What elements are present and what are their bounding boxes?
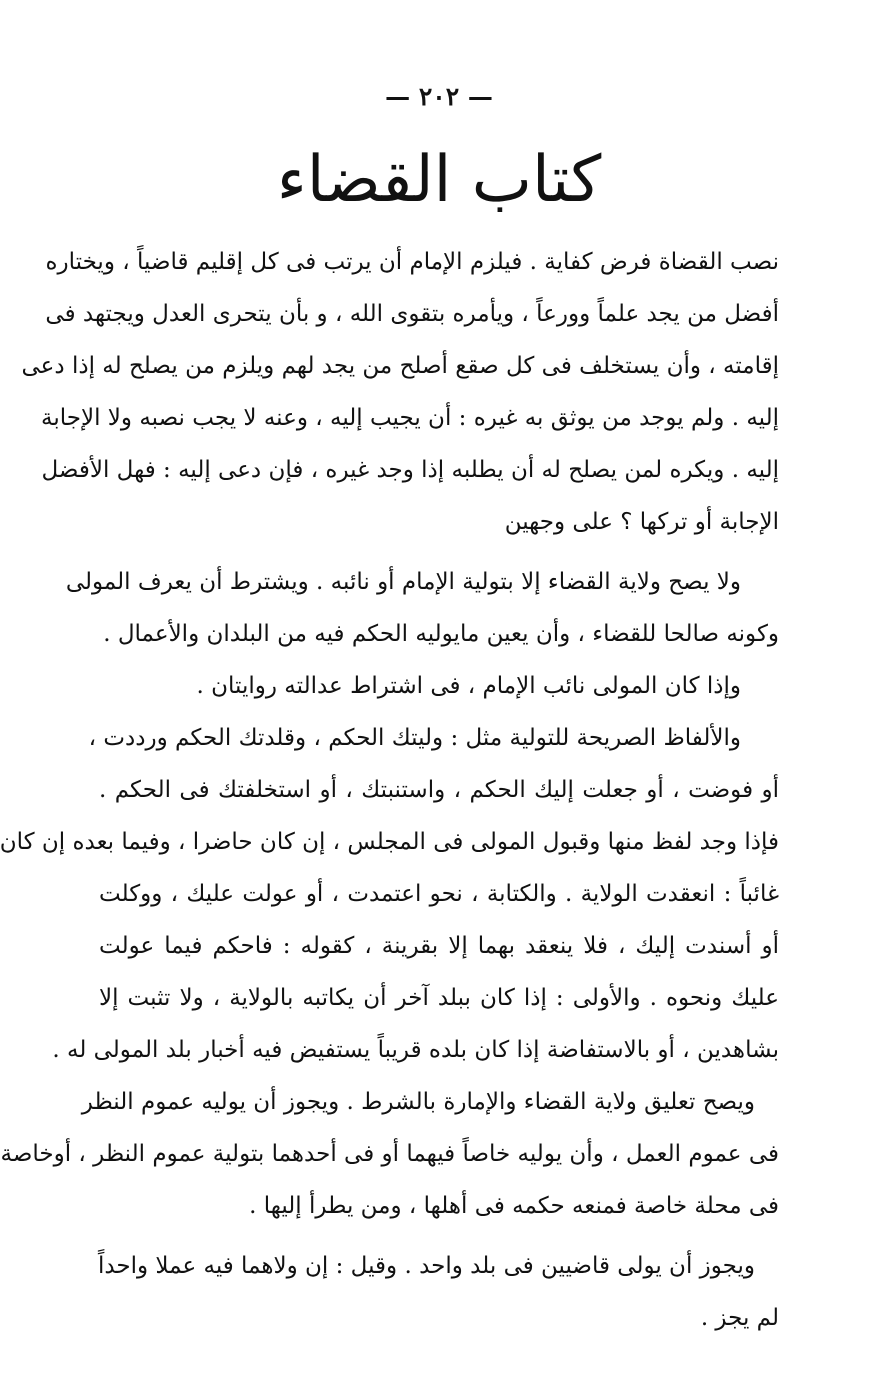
text-line: فى محلة خاصة فمنعه حكمه فى أهلها ، ومن يطرأ إليها .	[249, 1193, 779, 1219]
paragraph	[0, 1076, 779, 1232]
text-line: أو أسندت إليك ، فلا ينعقد بهما إلا بقرينة ، كقوله : فاحكم فيما عولت	[99, 933, 779, 959]
body-text	[0, 236, 779, 1344]
text-line: فى عموم العمل ، وأن يوليه خاصاً فيهما أو فى أحدهما بتولية عموم النظر ، أوخاصة	[0, 1141, 779, 1167]
text-line: وكونه صالحا للقضاء ، وأن يعين مايوليه الحكم فيه من البلدان والأعمال .	[103, 621, 779, 647]
text-line: فإذا وجد لفظ منها وقبول المولى فى المجلس ، إن كان حاضرا ، وفيما بعده إن كان	[0, 829, 779, 855]
paragraph	[21, 236, 779, 548]
text-line: غائباً : انعقدت الولاية . والكتابة ، نحو اعتمدت ، أو عولت عليك ، ووكلت	[99, 881, 779, 907]
text-line: إليه . ولم يوجد من يوثق به غيره : أن يجيب إليه ، وعنه لا يجب نصبه ولا الإجابة	[41, 405, 779, 431]
text-line: بشاهدين ، أو بالاستفاضة إذا كان بلده قريباً يستفيض فيه أخبار بلد المولى له .	[52, 1037, 779, 1063]
text-line: أفضل من يجد علماً وورعاً ، ويأمره بتقوى الله ، و بأن يتحرى العدل ويجتهد فى	[45, 301, 779, 327]
paragraph	[99, 1240, 779, 1344]
chapter-title: كتاب القضاء	[276, 143, 602, 217]
paragraph	[65, 556, 779, 660]
text-line: لم يجز .	[700, 1305, 779, 1331]
text-line: عليك ونحوه . والأولى : إذا كان ببلد آخر أن يكاتبه بالولاية ، ولا تثبت إلا	[99, 985, 779, 1011]
text-line: الإجابة أو تركها ؟ على وجهين	[504, 509, 779, 535]
text-line: ويجوز أن يولى قاضيين فى بلد واحد . وقيل : إن ولاهما فيه عملا واحداً	[97, 1253, 755, 1279]
text-line: أو فوضت ، أو جعلت إليك الحكم ، واستنبتك ، أو استخلفتك فى الحكم .	[99, 777, 779, 803]
text-line: نصب القضاة فرض كفاية . فيلزم الإمام أن يرتب فى كل إقليم قاضياً ، ويختاره	[45, 249, 779, 275]
text-line: إقامته ، وأن يستخلف فى كل صقع أصلح من يجد لهم ويلزم من يصلح له إذا دعى	[21, 353, 779, 379]
page-number: — ٢٠٢ —	[385, 82, 493, 111]
paragraph	[0, 712, 779, 1076]
text-line: وإذا كان المولى نائب الإمام ، فى اشتراط عدالته روايتان .	[196, 673, 741, 699]
text-line: ولا يصح ولاية القضاء إلا بتولية الإمام أو نائبه . ويشترط أن يعرف المولى	[65, 569, 741, 595]
text-line: والألفاظ الصريحة للتولية مثل : وليتك الحكم ، وقلدتك الحكم ورددت ،	[88, 725, 741, 751]
paragraph	[99, 660, 779, 712]
text-line: ويصح تعليق ولاية القضاء والإمارة بالشرط . ويجوز أن يوليه عموم النظر	[81, 1089, 755, 1115]
text-line: إليه . ويكره لمن يصلح له أن يطلبه إذا وجد غيره ، فإن دعى إليه : فهل الأفضل	[41, 457, 779, 483]
